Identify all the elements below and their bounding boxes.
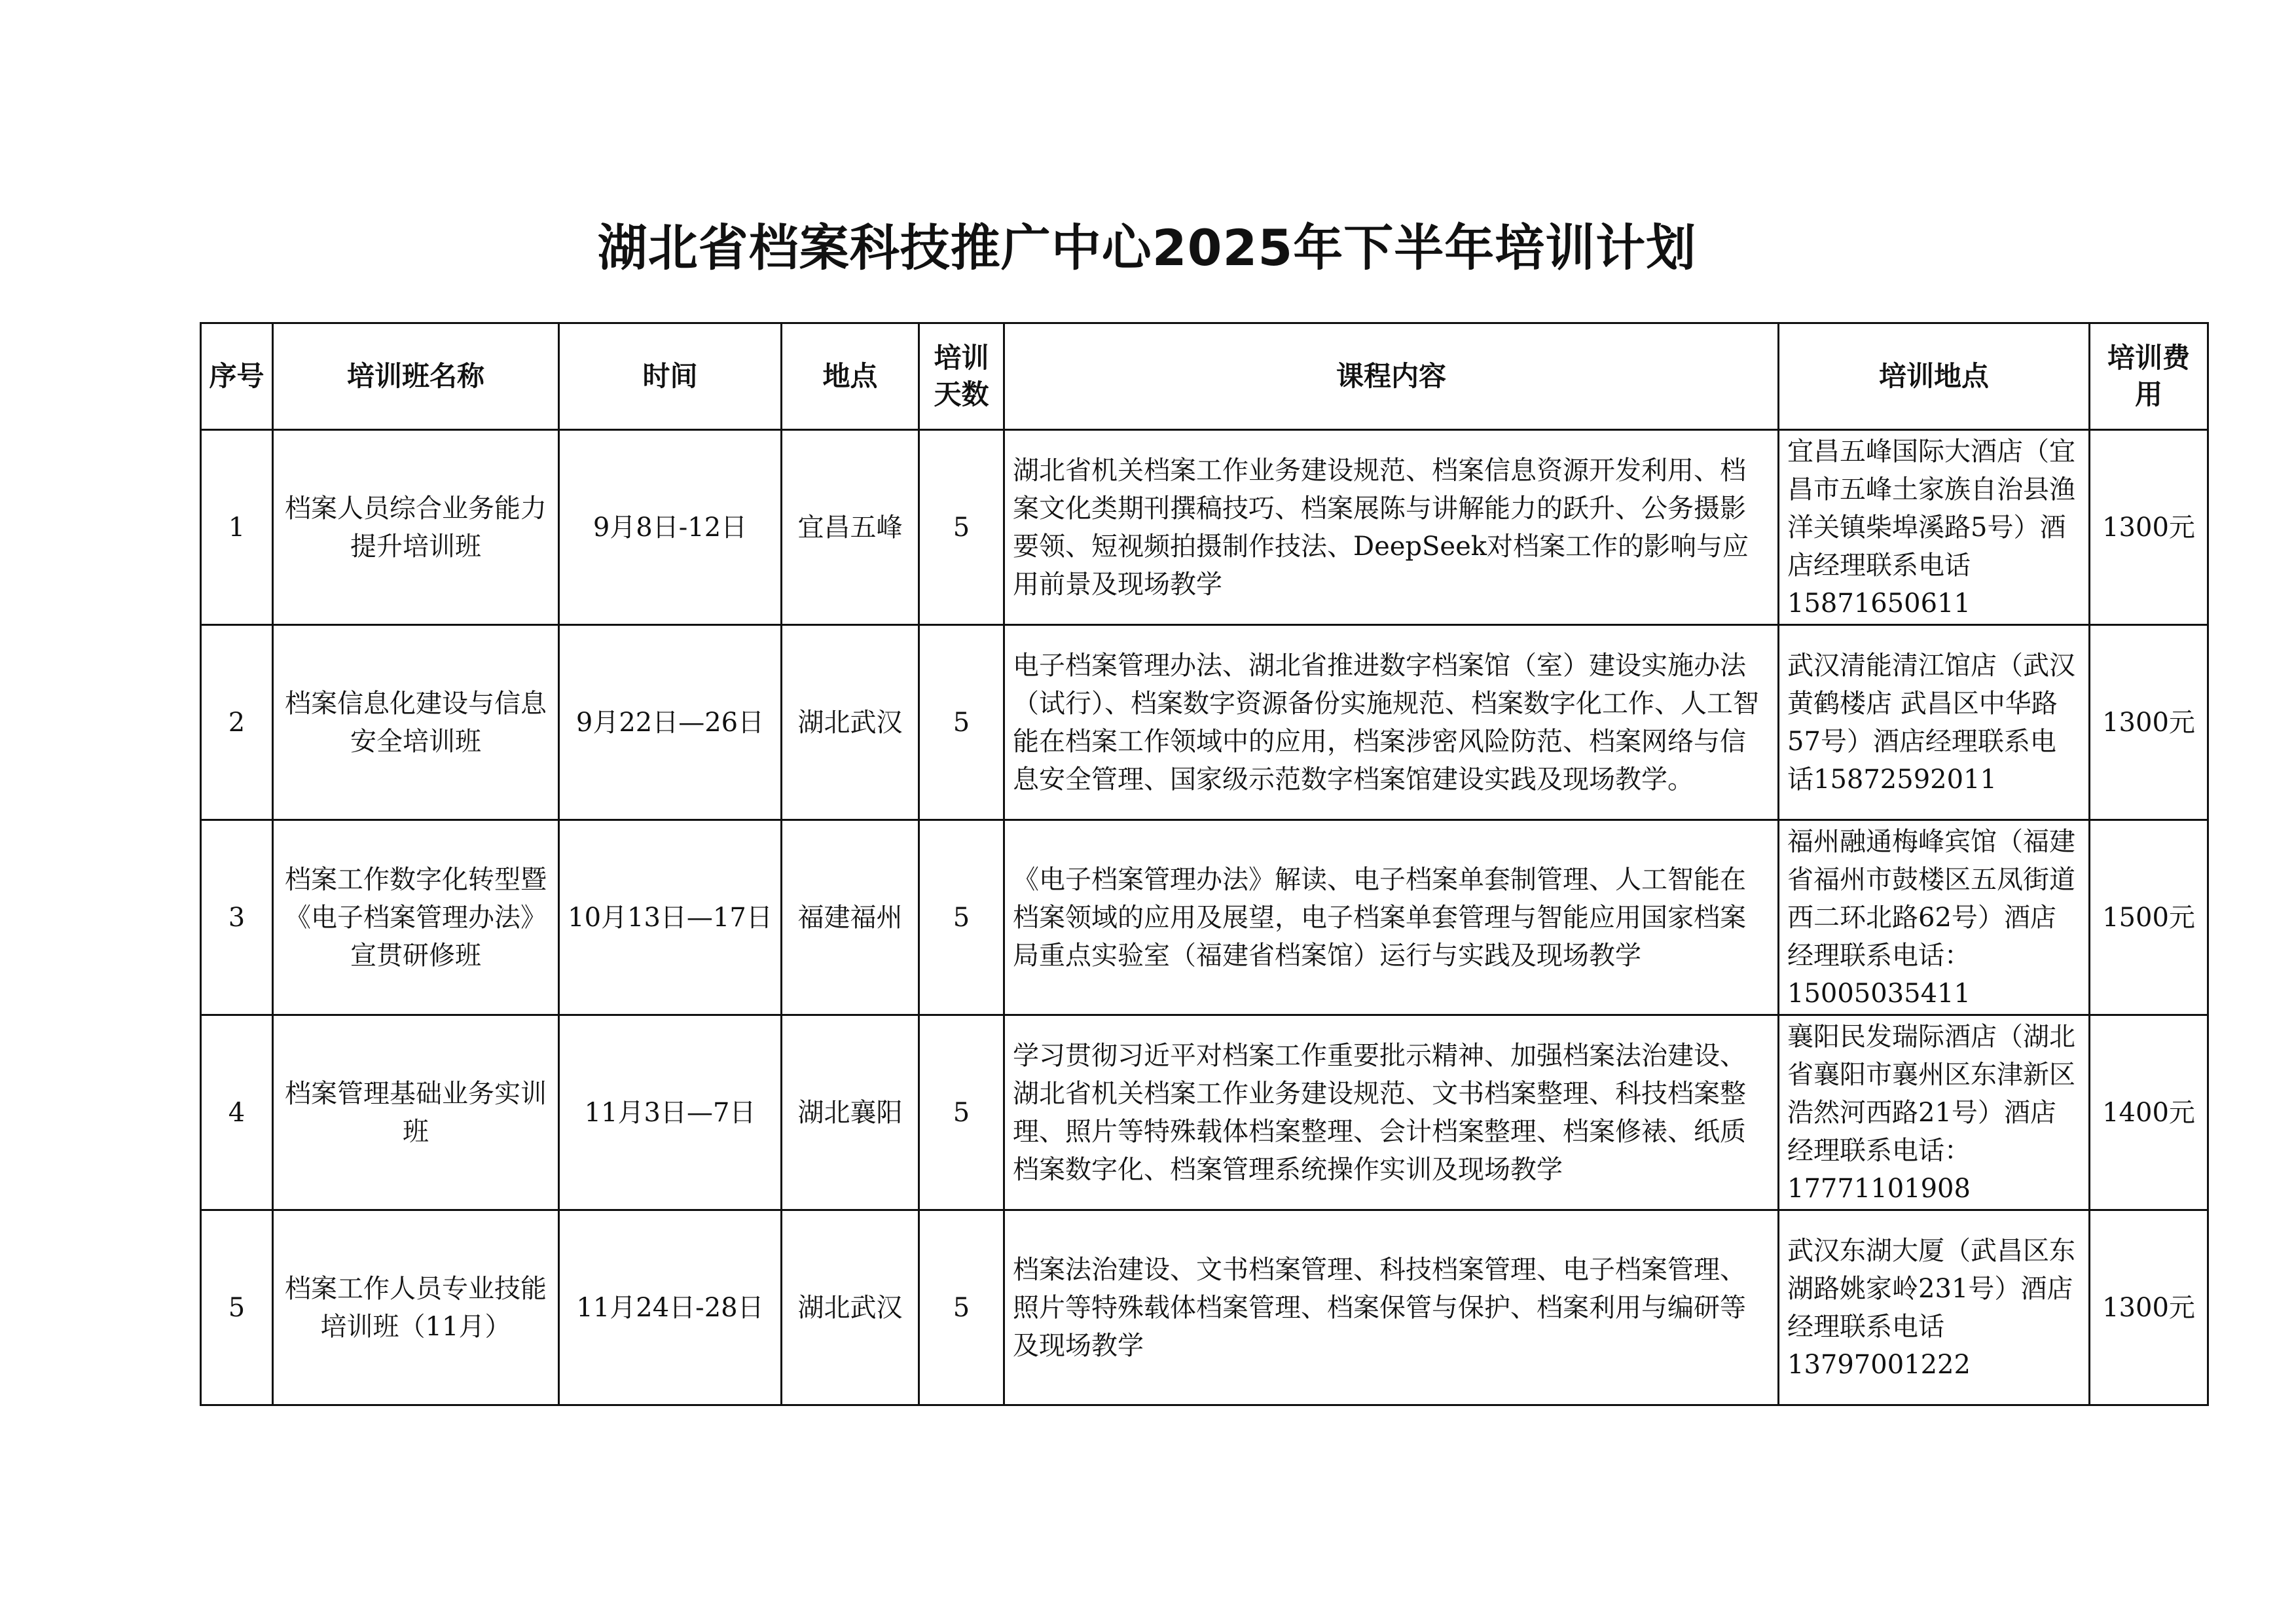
table-header-row bbox=[201, 323, 2208, 430]
row-fee: 1300元 bbox=[2090, 625, 2208, 820]
row-index: 1 bbox=[201, 430, 273, 625]
header-place: 地点 bbox=[782, 323, 919, 430]
row-index: 3 bbox=[201, 820, 273, 1015]
row-place: 福建福州 bbox=[782, 820, 919, 1015]
row-content: 湖北省机关档案工作业务建设规范、档案信息资源开发利用、档案文化类期刊撰稿技巧、档案展陈与讲解能力的跃升、公务摄影要领、短视频拍摄制作技法、DeepSeek对档案工作的影响与应用前景及现场教学 bbox=[1004, 430, 1779, 625]
row-days: 5 bbox=[919, 820, 1004, 1015]
row-name: 档案管理基础业务实训班 bbox=[273, 1015, 559, 1210]
row-index: 4 bbox=[201, 1015, 273, 1210]
row-venue: 武汉东湖大厦（武昌区东湖路姚家岭231号）酒店经理联系电话13797001222 bbox=[1779, 1210, 2090, 1405]
row-time: 10月13日—17日 bbox=[559, 820, 782, 1015]
table-row bbox=[201, 430, 2208, 625]
row-time: 11月3日—7日 bbox=[559, 1015, 782, 1210]
row-place: 宜昌五峰 bbox=[782, 430, 919, 625]
row-fee: 1300元 bbox=[2090, 430, 2208, 625]
row-days: 5 bbox=[919, 430, 1004, 625]
row-place: 湖北武汉 bbox=[782, 625, 919, 820]
table-row bbox=[201, 1015, 2208, 1210]
header-days: 培训天数 bbox=[919, 323, 1004, 430]
row-days: 5 bbox=[919, 1015, 1004, 1210]
row-venue: 宜昌五峰国际大酒店（宜昌市五峰土家族自治县渔洋关镇柴埠溪路5号）酒店经理联系电话15871650611 bbox=[1779, 430, 2090, 625]
row-fee: 1500元 bbox=[2090, 820, 2208, 1015]
header-venue: 培训地点 bbox=[1779, 323, 2090, 430]
page-title: 湖北省档案科技推广中心2025年下半年培训计划 bbox=[597, 219, 1697, 277]
header-name: 培训班名称 bbox=[273, 323, 559, 430]
row-venue: 武汉清能清江馆店（武汉黄鹤楼店 武昌区中华路57号）酒店经理联系电话15872592011 bbox=[1779, 625, 2090, 820]
row-content: 学习贯彻习近平对档案工作重要批示精神、加强档案法治建设、湖北省机关档案工作业务建设规范、文书档案整理、科技档案整理、照片等特殊载体档案整理、会计档案整理、档案修裱、纸质档案数字化、档案管理系统操作实训及现场教学 bbox=[1004, 1015, 1779, 1210]
training-plan-table bbox=[200, 322, 2209, 1406]
row-days: 5 bbox=[919, 1210, 1004, 1405]
row-name: 档案人员综合业务能力提升培训班 bbox=[273, 430, 559, 625]
row-venue: 襄阳民发瑞际酒店（湖北省襄阳市襄州区东津新区浩然河西路21号）酒店经理联系电话：17771101908 bbox=[1779, 1015, 2090, 1210]
row-index: 2 bbox=[201, 625, 273, 820]
row-index: 5 bbox=[201, 1210, 273, 1405]
row-fee: 1300元 bbox=[2090, 1210, 2208, 1405]
row-place: 湖北武汉 bbox=[782, 1210, 919, 1405]
header-time: 时间 bbox=[559, 323, 782, 430]
row-time: 11月24日-28日 bbox=[559, 1210, 782, 1405]
row-name: 档案工作人员专业技能培训班（11月） bbox=[273, 1210, 559, 1405]
row-content: 电子档案管理办法、湖北省推进数字档案馆（室）建设实施办法（试行）、档案数字资源备份实施规范、档案数字化工作、人工智能在档案工作领域中的应用，档案涉密风险防范、档案网络与信息安全管理、国家级示范数字档案馆建设实践及现场教学。 bbox=[1004, 625, 1779, 820]
row-time: 9月8日-12日 bbox=[559, 430, 782, 625]
row-days: 5 bbox=[919, 625, 1004, 820]
row-name: 档案信息化建设与信息安全培训班 bbox=[273, 625, 559, 820]
header-content: 课程内容 bbox=[1004, 323, 1779, 430]
row-fee: 1400元 bbox=[2090, 1015, 2208, 1210]
table-row bbox=[201, 625, 2208, 820]
row-name: 档案工作数字化转型暨《电子档案管理办法》宣贯研修班 bbox=[273, 820, 559, 1015]
row-time: 9月22日—26日 bbox=[559, 625, 782, 820]
header-index: 序号 bbox=[201, 323, 273, 430]
row-content: 档案法治建设、文书档案管理、科技档案管理、电子档案管理、照片等特殊载体档案管理、档案保管与保护、档案利用与编研等及现场教学 bbox=[1004, 1210, 1779, 1405]
table-row bbox=[201, 1210, 2208, 1405]
row-place: 湖北襄阳 bbox=[782, 1015, 919, 1210]
table-row bbox=[201, 820, 2208, 1015]
row-content: 《电子档案管理办法》解读、电子档案单套制管理、人工智能在档案领域的应用及展望，电子档案单套管理与智能应用国家档案局重点实验室（福建省档案馆）运行与实践及现场教学 bbox=[1004, 820, 1779, 1015]
row-venue: 福州融通梅峰宾馆（福建省福州市鼓楼区五凤街道西二环北路62号）酒店经理联系电话：15005035411 bbox=[1779, 820, 2090, 1015]
header-fee: 培训费用 bbox=[2090, 323, 2208, 430]
